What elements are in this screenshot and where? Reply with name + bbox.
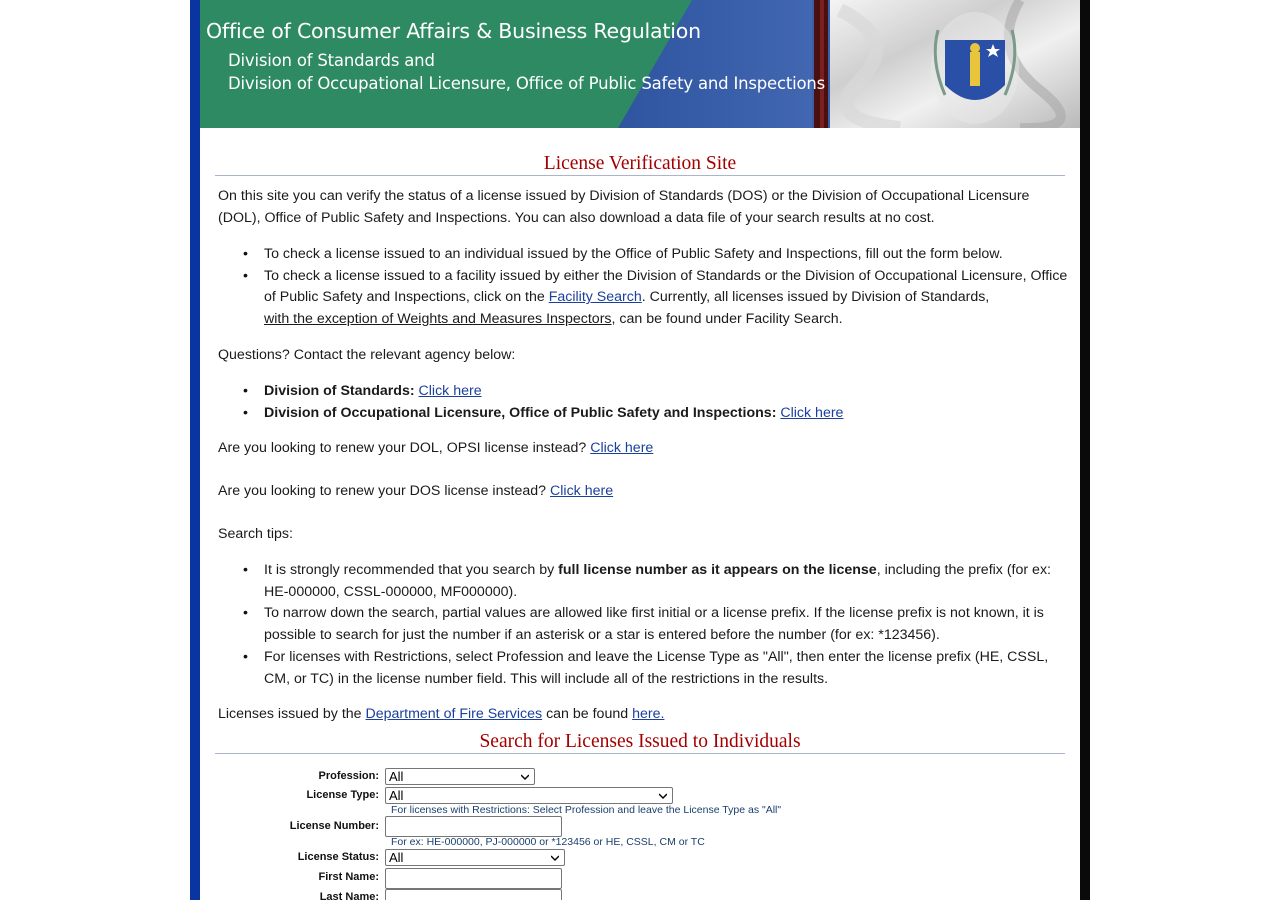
left-accent-bar (190, 0, 200, 900)
weights-measures-exception: with the exception of Weights and Measures Inspectors (264, 311, 612, 328)
profession-value: All (389, 769, 404, 784)
instruction-facility-text: To check a license issued to a facility issued by either the Division of Standards or the Division of Occupational Licensure, Office of Public Safety and Inspections, click on the (264, 267, 1068, 306)
main-content (200, 0, 1080, 900)
list-item (264, 266, 1068, 331)
renew-dos-text: Are you looking to renew your DOS license instead? (218, 483, 547, 499)
contact-dol-link[interactable]: Click here (780, 404, 844, 421)
contact-dol-label: Division of Occupational Licensure, Office of Public Safety and Inspections: (264, 404, 777, 421)
license-type-value: All (389, 788, 404, 803)
search-section-title: Search for Licenses Issued to Individuals (215, 731, 1065, 754)
last-name-input[interactable] (385, 889, 562, 900)
license-number-hint: For ex: HE-000000, PJ-000000 or *123456 or HE, CSSL, CM or TC (391, 836, 705, 848)
page-title: License Verification Site (215, 153, 1065, 176)
fire-services-paragraph (218, 704, 1068, 726)
license-status-value: All (389, 850, 404, 865)
banner-subtitle-line1: Division of Standards and (228, 51, 435, 70)
instructions-list (218, 244, 1068, 331)
search-tips-list (218, 560, 1068, 690)
renew-dol-link[interactable]: Click here (590, 440, 654, 456)
instruction-facility-text-3: , can be found under Facility Search. (611, 311, 843, 328)
license-number-input[interactable] (385, 816, 562, 837)
license-type-select[interactable] (385, 787, 673, 804)
first-name-label: First Name: (318, 871, 379, 883)
banner-subtitle-line2: Division of Occupational Licensure, Office of Public Safety and Inspections (228, 74, 826, 93)
chevron-down-icon (659, 792, 667, 800)
license-type-label: License Type: (306, 789, 379, 801)
renew-dos-paragraph (218, 481, 1068, 503)
intro-paragraph: On this site you can verify the status of a license issued by Division of Standards (DOS) or the Division of Occupational Licensure (DOL), Office of Public Safety and Inspections. You can also download a data file of your search results at no cost. (218, 188, 1030, 226)
tip1-text: It is strongly recommended that you search by (264, 562, 555, 578)
list-item (264, 647, 1068, 690)
banner-title: Office of Consumer Affairs & Business Regulation (206, 19, 701, 43)
fire-here-link[interactable]: here. (632, 706, 665, 722)
renew-dol-text: Are you looking to renew your DOL, OPSI license instead? (218, 440, 587, 456)
list-item (264, 403, 1068, 425)
license-status-select[interactable] (385, 849, 565, 866)
contact-dos-label: Division of Standards: (264, 383, 415, 399)
chevron-down-icon (521, 773, 529, 781)
instruction-facility-text-2: . Currently, all licenses issued by Division of Standards, (641, 289, 990, 306)
search-tips-heading: Search tips: (218, 526, 293, 542)
renew-dos-link[interactable]: Click here (550, 483, 614, 499)
tip2-text: To narrow down the search, partial values are allowed like first initial or a license prefix. If the license prefix is not known, it is possible to search for just the number if an asterisk or a star is entered before the number (for ex: *123456). (264, 605, 1044, 644)
contacts-list (218, 381, 1068, 424)
tip3-text: For licenses with Restrictions, select Profession and leave the License Type as "All", then enter the license prefix (HE, CSSL, CM, or TC) in the license number field. This will include all of the restrictions in the results. (264, 648, 1049, 687)
tip1-bold: full license number as it appears on the license (558, 562, 877, 578)
chevron-down-icon (551, 854, 559, 862)
last-name-label: Last Name: (319, 891, 379, 900)
list-item (264, 244, 1068, 266)
license-type-hint: For licenses with Restrictions: Select Profession and leave the License Type as "All" (391, 804, 782, 816)
renew-dol-paragraph (218, 438, 1068, 460)
facility-search-link[interactable]: Facility Search (548, 289, 642, 306)
questions-text: Questions? Contact the relevant agency below: (218, 347, 516, 363)
header-banner (200, 0, 1080, 128)
fire-text-2: can be found (546, 706, 629, 722)
profession-label: Profession: (318, 770, 379, 782)
tip1-text-2: , including the prefix (for ex: HE-000000, CSSL-000000, MF000000). (264, 562, 1051, 600)
fire-text: Licenses issued by the (218, 706, 362, 722)
fire-services-link[interactable]: Department of Fire Services (365, 706, 543, 722)
profession-select[interactable] (385, 768, 535, 785)
contact-dos-link[interactable]: Click here (418, 383, 482, 399)
list-item (264, 560, 1068, 603)
page-frame (190, 0, 1090, 900)
license-number-label: License Number: (289, 820, 379, 832)
list-item (264, 603, 1068, 646)
list-item (264, 381, 1068, 403)
first-name-input[interactable] (385, 868, 562, 889)
instruction-individual: To check a license issued to an individual issued by the Office of Public Safety and Inspections, fill out the form below. (264, 246, 1003, 262)
license-status-label: License Status: (297, 851, 379, 863)
